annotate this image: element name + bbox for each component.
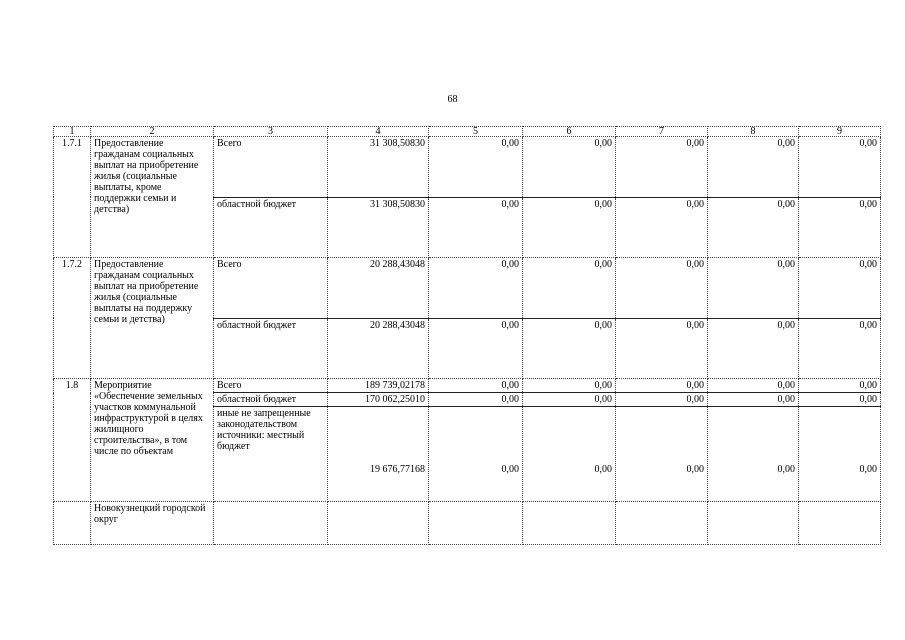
row-number — [54, 502, 91, 545]
value-cell: 0,00 — [799, 393, 881, 407]
budget-table — [53, 126, 881, 545]
value-cell: 0,00 — [799, 258, 881, 319]
measure-name: Новокузнецкий городской округ — [91, 502, 214, 545]
empty-cell — [214, 502, 328, 545]
value-cell: 0,00 — [523, 379, 616, 393]
value-cell: 0,00 — [616, 258, 708, 319]
value-cell: 0,00 — [429, 393, 523, 407]
measure-name: Предоставление гражданам социальных выплат на приобретение жилья (социальные выплаты на поддержку семьи и детства) — [91, 258, 214, 379]
row-number: 1.8 — [54, 379, 91, 502]
row-number: 1.7.2 — [54, 258, 91, 379]
funding-source: Всего — [214, 379, 328, 393]
value-cell: 0,00 — [429, 197, 523, 258]
value-cell: 0,00 — [523, 393, 616, 407]
empty-cell — [429, 502, 523, 545]
col-header-8: 8 — [708, 127, 799, 137]
value-cell: 0,00 — [616, 137, 708, 198]
measure-name: Мероприятие «Обеспечение земельных участков коммунальной инфраструктурой в целях жилищного строительства», в том числе по объектам — [91, 379, 214, 502]
value-cell: 0,00 — [616, 197, 708, 258]
value-cell: 0,00 — [799, 197, 881, 258]
value-cell: 0,00 — [523, 137, 616, 198]
page-number: 68 — [447, 94, 458, 105]
value-cell: 0,00 — [429, 407, 523, 502]
value-cell: 0,00 — [708, 379, 799, 393]
funding-source: иные не запрещенные законодательством источники: местный бюджет — [214, 407, 328, 502]
value-cell: 0,00 — [799, 379, 881, 393]
value-cell: 0,00 — [799, 318, 881, 379]
col-header-2: 2 — [91, 127, 214, 137]
value-cell: 0,00 — [429, 137, 523, 198]
value-cell: 0,00 — [799, 137, 881, 198]
value-cell: 0,00 — [429, 318, 523, 379]
value-cell: 31 308,50830 — [328, 137, 429, 198]
col-header-4: 4 — [328, 127, 429, 137]
value-cell: 170 062,25010 — [328, 393, 429, 407]
col-header-6: 6 — [523, 127, 616, 137]
value-cell: 0,00 — [616, 407, 708, 502]
empty-cell — [616, 502, 708, 545]
value-cell: 19 676,77168 — [328, 407, 429, 502]
row-number: 1.7.1 — [54, 137, 91, 258]
value-cell: 20 288,43048 — [328, 318, 429, 379]
value-cell: 0,00 — [616, 379, 708, 393]
value-cell: 0,00 — [708, 197, 799, 258]
funding-source: Всего — [214, 258, 328, 319]
measure-name: Предоставление гражданам социальных выплат на приобретение жилья (социальные выплаты, кроме поддержки семьи и детства) — [91, 137, 214, 258]
value-cell: 0,00 — [616, 393, 708, 407]
header-row — [54, 127, 881, 137]
col-header-5: 5 — [429, 127, 523, 137]
table-row — [54, 258, 881, 319]
value-cell: 20 288,43048 — [328, 258, 429, 319]
value-cell: 31 308,50830 — [328, 197, 429, 258]
table-row — [54, 379, 881, 393]
col-header-7: 7 — [616, 127, 708, 137]
table-row — [54, 137, 881, 198]
value-cell: 189 739,02178 — [328, 379, 429, 393]
value-cell: 0,00 — [708, 318, 799, 379]
value-cell: 0,00 — [429, 258, 523, 319]
funding-source: областной бюджет — [214, 197, 328, 258]
value-cell: 0,00 — [523, 318, 616, 379]
col-header-3: 3 — [214, 127, 328, 137]
value-cell: 0,00 — [708, 137, 799, 198]
empty-cell — [328, 502, 429, 545]
funding-source: Всего — [214, 137, 328, 198]
value-cell: 0,00 — [523, 258, 616, 319]
value-cell: 0,00 — [523, 197, 616, 258]
empty-cell — [799, 502, 881, 545]
funding-source: областной бюджет — [214, 318, 328, 379]
value-cell: 0,00 — [708, 258, 799, 319]
empty-cell — [708, 502, 799, 545]
col-header-9: 9 — [799, 127, 881, 137]
value-cell: 0,00 — [429, 379, 523, 393]
value-cell: 0,00 — [799, 407, 881, 502]
value-cell: 0,00 — [708, 407, 799, 502]
empty-cell — [523, 502, 616, 545]
table-row — [54, 502, 881, 545]
col-header-1: 1 — [54, 127, 91, 137]
value-cell: 0,00 — [523, 407, 616, 502]
value-cell: 0,00 — [708, 393, 799, 407]
value-cell: 0,00 — [616, 318, 708, 379]
funding-source: областной бюджет — [214, 393, 328, 407]
